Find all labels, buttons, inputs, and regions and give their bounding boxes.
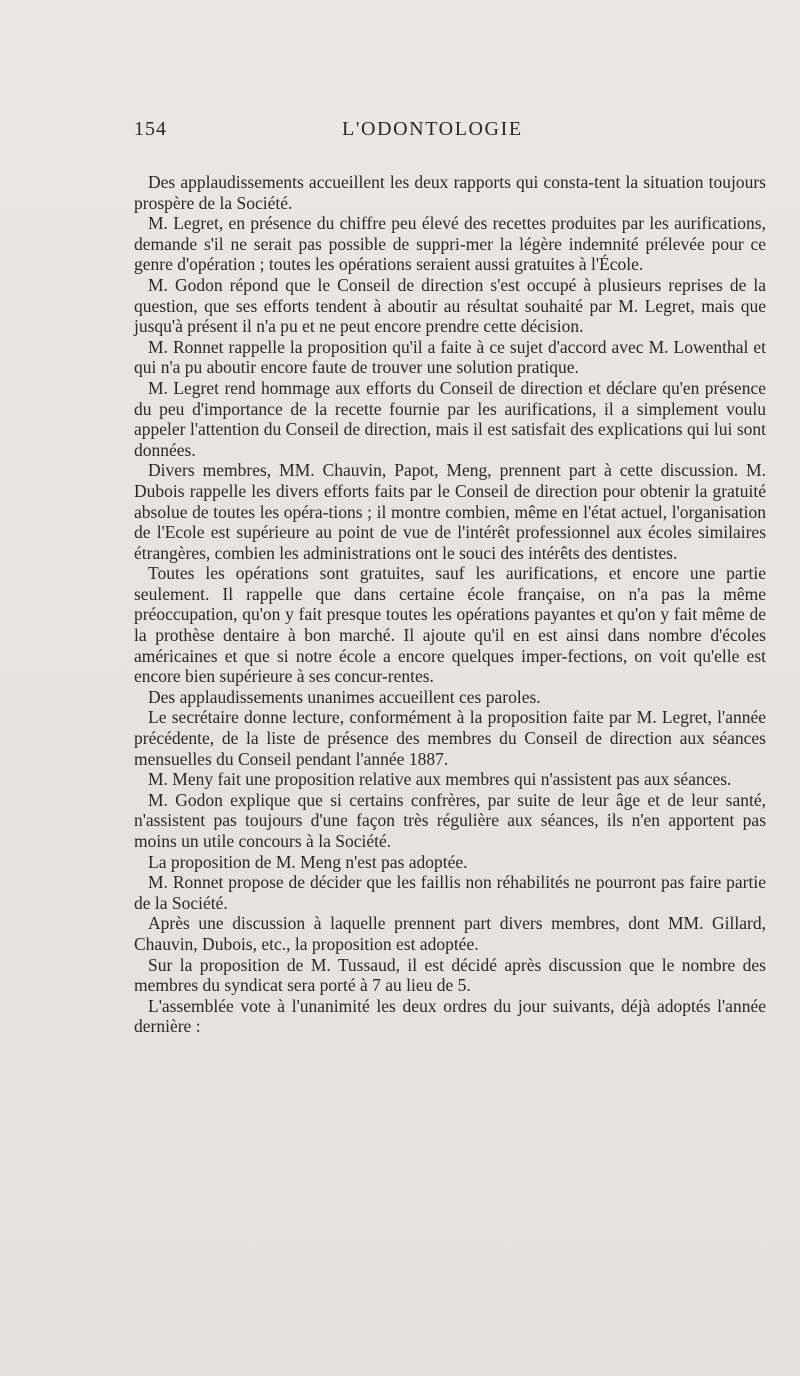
paragraph: M. Legret rend hommage aux efforts du Conseil de direction et déclare qu'en présence du peu d'importance de la recette fournie par les aurifications, il a simplement voulu appeler l'attention du Conseil de direction, mais il est satisfait des explications qui lui sont données.	[134, 377, 766, 460]
paragraph: M. Ronnet propose de décider que les faillis non réhabilités ne pourront pas faire partie de la Société.	[134, 872, 766, 913]
paragraph: M. Godon répond que le Conseil de direction s'est occupé à plusieurs reprises de la question, que ses efforts tendent à aboutir au résultat souhaité par M. Legret, mais que jusqu'à présent il n'a pu et ne peut encore prendre cette décision.	[134, 274, 766, 337]
body-text	[134, 172, 766, 1037]
paragraph: Toutes les opérations sont gratuites, sauf les aurifications, et encore une partie seulement. Il rappelle que dans certaine école française, on n'a pas la même préoccupation, qu'on y fait presque toutes les opérations payantes et qu'on y fait même de la prothèse dentaire à bon marché. Il ajoute qu'il en est ainsi dans nombre d'écoles américaines et que si notre école a encore quelques imper-fections, on voit qu'elle est encore bien supérieure à ses concur-rentes.	[134, 563, 766, 687]
page-number: 154	[134, 118, 167, 140]
paragraph: M. Meny fait une proposition relative aux membres qui n'assistent pas aux séances.	[148, 769, 732, 790]
paragraph: Le secrétaire donne lecture, conformément à la proposition faite par M. Legret, l'année précédente, de la liste de présence des membres du Conseil de direction aux séances mensuelles du Conseil pendant l'année 1887.	[134, 707, 766, 769]
paragraph: Des applaudissements accueillent les deux rapports qui consta-tent la situation toujours prospère de la Société.	[134, 172, 766, 213]
running-title: L'ODONTOLOGIE	[342, 118, 523, 140]
paragraph: M. Legret, en présence du chiffre peu élevé des recettes produites par les aurifications, demande s'il ne serait pas possible de suppri-mer la légère indemnité prélevée pour ce genre d'opération ; toutes les opérations seraient aussi gratuites à l'École.	[134, 213, 766, 275]
paragraph: La proposition de M. Meng n'est pas adoptée.	[148, 851, 468, 872]
paragraph: L'assemblée vote à l'unanimité les deux ordres du jour suivants, déjà adoptés l'année dernière :	[134, 995, 766, 1037]
paragraph: Après une discussion à laquelle prennent part divers membres, dont MM. Gillard, Chauvin, Dubois, etc., la proposition est adoptée.	[134, 913, 766, 954]
paragraph: Sur la proposition de M. Tussaud, il est décidé après discussion que le nombre des membres du syndicat sera porté à 7 au lieu de 5.	[134, 954, 766, 996]
paragraph: M. Godon explique que si certains confrères, par suite de leur âge et de leur santé, n'assistent pas toujours d'une façon très régulière aux séances, ils n'en apportent pas moins un utile concours à la Société.	[134, 789, 766, 851]
paragraph: Divers membres, MM. Chauvin, Papot, Meng, prennent part à cette discussion. M. Dubois rappelle les divers efforts faits par le Conseil de direction pour obtenir la gratuité absolue de toutes les opéra-tions ; il montre combien, même en l'état actuel, l'organisation de l'Ecole est supérieure au point de vue de l'intérêt professionnel aux écoles similaires étrangères, combien les administrations ont le souci des intérêts des dentistes.	[134, 460, 766, 563]
paragraph: Des applaudissements unanimes accueillent ces paroles.	[148, 686, 541, 707]
paragraph: M. Ronnet rappelle la proposition qu'il a faite à ce sujet d'accord avec M. Lowenthal et qui n'a pu aboutir encore faute de trouver une solution pratique.	[134, 336, 766, 378]
page-header	[134, 118, 774, 148]
